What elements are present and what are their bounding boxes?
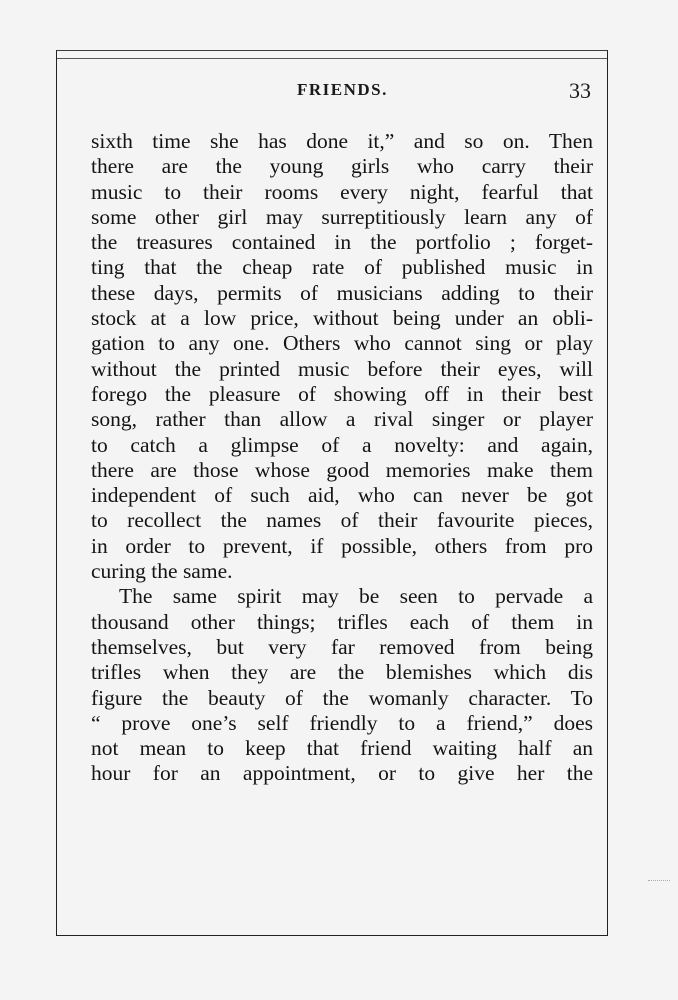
text-line: thousand other things; trifles each of them in [91, 609, 593, 634]
text-line: to recollect the names of their favourite pieces, [91, 508, 593, 533]
text-line: trifles when they are the blemishes which dis [91, 660, 593, 685]
text-line: song, rather than allow a rival singer or player [91, 407, 593, 432]
page-number: 33 [569, 78, 591, 103]
text-line: to catch a glimpse of a novelty: and again, [91, 432, 593, 457]
text-line: forego the pleasure of showing off in their best [91, 381, 593, 406]
text-line: ting that the cheap rate of published music in [91, 255, 593, 280]
text-line: stock at a low price, without being under an obli- [91, 306, 593, 331]
body-text [91, 129, 593, 787]
running-title: FRIENDS. [297, 80, 388, 99]
text-line: the treasures contained in the portfolio ; forget- [91, 230, 593, 255]
text-line: without the printed music before their eyes, will [91, 356, 593, 381]
text-line: figure the beauty of the womanly character. To [91, 685, 593, 710]
top-rule [57, 58, 607, 59]
text-line: gation to any one. Others who cannot sing or play [91, 331, 593, 356]
text-line: there are those whose good memories make them [91, 457, 593, 482]
text-line: curing the same. [91, 559, 233, 584]
text-line: sixth time she has done it,” and so on. Then [91, 129, 593, 153]
page-frame [56, 50, 608, 936]
text-line: “ prove one’s self friendly to a friend,” does [91, 710, 593, 735]
text-line: independent of such aid, who can never be got [91, 483, 593, 508]
text-line: hour for an appointment, or to give her the [91, 761, 593, 786]
text-line: themselves, but very far removed from being [91, 634, 593, 659]
paper-mark [648, 880, 670, 885]
page-header [57, 78, 607, 108]
text-line: not mean to keep that friend waiting half an [91, 736, 593, 761]
text-line: these days, permits of musicians adding to their [91, 280, 593, 305]
text-line: in order to prevent, if possible, others from pro [91, 533, 593, 558]
text-line: some other girl may surreptitiously learn any of [91, 204, 593, 229]
text-line: there are the young girls who carry their [91, 154, 593, 179]
text-line: music to their rooms every night, fearful that [91, 179, 593, 204]
text-line: The same spirit may be seen to pervade a [119, 584, 593, 609]
